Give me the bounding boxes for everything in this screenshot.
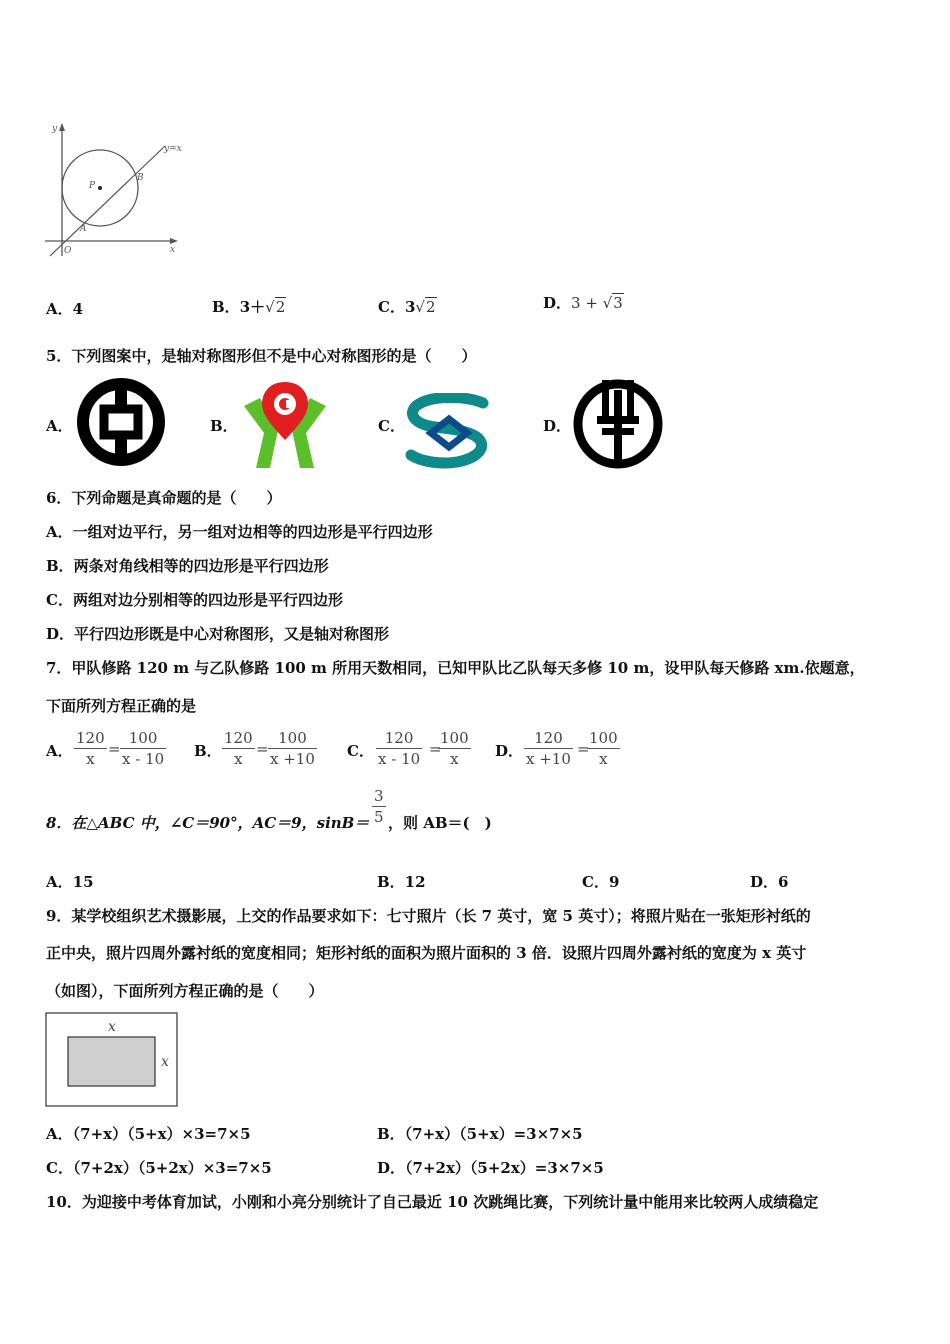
q7-d-left-fraction: 120 x +10 bbox=[526, 729, 571, 768]
q6-option-a[interactable]: A．一组对边平行，另一组对边相等的四边形是平行四边形 bbox=[46, 523, 433, 541]
q7-d-right-fraction: 100 x bbox=[589, 729, 618, 768]
q9-option-c[interactable]: C．（7+2x）（5+2x）×3=7×5 bbox=[46, 1159, 272, 1177]
q8-option-b[interactable]: B．12 bbox=[377, 873, 426, 891]
q7-a-left-fraction: 120 x bbox=[76, 729, 105, 768]
q7-option-b-label[interactable]: B． bbox=[194, 742, 222, 760]
q7-option-d-label[interactable]: D． bbox=[495, 742, 524, 760]
q7-option-a-label[interactable]: A． bbox=[46, 742, 73, 760]
q7-option-c-label[interactable]: C． bbox=[347, 742, 374, 760]
q9-figure-top-x: x bbox=[108, 1019, 116, 1035]
q4-a-label: A bbox=[80, 224, 87, 234]
q9-stem-line3: （如图），下面所列方程正确的是（ ） bbox=[46, 982, 324, 1000]
q6-option-c[interactable]: C．两组对边分别相等的四边形是平行四边形 bbox=[46, 591, 343, 609]
q8-sinb-fraction: 3 5 bbox=[374, 787, 384, 826]
q6-stem: 6．下列命题是真命题的是（ ） bbox=[46, 489, 282, 507]
q9-stem-line2: 正中央，照片四周外露衬纸的宽度相同；矩形衬纸的面积为照片面积的 3 倍．设照片四周外露衬纸的宽度为 x 英寸 bbox=[46, 944, 807, 962]
q9-photo-mat-figure bbox=[45, 1012, 179, 1108]
q7-c-right-fraction: 100 x bbox=[440, 729, 469, 768]
q4-option-c[interactable]: C．3√2 bbox=[378, 298, 436, 316]
q9-figure-right-x: x bbox=[161, 1054, 169, 1070]
q8-option-c[interactable]: C．9 bbox=[582, 873, 620, 891]
q9-stem-line1: 9．某学校组织艺术摄影展，上交的作品要求如下：七寸照片（长 7 英寸，宽 5 英寸）；将照片贴在一张矩形衬纸的 bbox=[46, 907, 811, 925]
equals-sign: = bbox=[256, 740, 269, 758]
equals-sign: = bbox=[429, 740, 442, 758]
q7-stem-line1: 7．甲队修路 120 m 与乙队修路 100 m 所用天数相同，已知甲队比乙队每天多修 10 m，设甲队每天修路 xm.依题意， bbox=[46, 659, 865, 677]
q5-stem: 5．下列图案中，是轴对称图形但不是中心对称图形的是（ ） bbox=[46, 347, 477, 365]
q6-option-d[interactable]: D．平行四边形既是中心对称图形，又是轴对称图形 bbox=[46, 625, 390, 643]
agricultural-bank-logo[interactable] bbox=[571, 376, 665, 470]
q7-b-left-fraction: 120 x bbox=[224, 729, 253, 768]
q4-line-label: y=x bbox=[164, 144, 182, 154]
q7-stem-line2: 下面所列方程正确的是 bbox=[46, 697, 197, 715]
q4-p-label: P bbox=[89, 181, 96, 191]
q5-option-a-label[interactable]: A． bbox=[46, 417, 73, 435]
q7-b-right-fraction: 100 x +10 bbox=[270, 729, 315, 768]
q6-option-b[interactable]: B．两条对角线相等的四边形是平行四边形 bbox=[46, 557, 329, 575]
q5-option-b-label[interactable]: B． bbox=[210, 417, 238, 435]
q4-option-d[interactable]: D．3 + √3 bbox=[543, 294, 623, 312]
q9-option-d[interactable]: D．（7+2x）（5+2x）=3×7×5 bbox=[377, 1159, 604, 1177]
q8-stem-part2: ，则 AB＝( ) bbox=[388, 814, 492, 832]
q4-o-label: O bbox=[64, 246, 72, 256]
q5-option-d-label[interactable]: D． bbox=[543, 417, 572, 435]
sqrt-symbol: √2 bbox=[265, 298, 286, 316]
rural-credit-cooperative-logo[interactable] bbox=[242, 378, 328, 468]
sqrt-symbol: √2 bbox=[415, 298, 436, 316]
q7-c-left-fraction: 120 x - 10 bbox=[378, 729, 421, 768]
q4-y-label: y bbox=[52, 124, 58, 134]
q4-b-label: B bbox=[137, 173, 144, 183]
q5-option-c-label[interactable]: C． bbox=[378, 417, 405, 435]
q7-a-right-fraction: 100 x - 10 bbox=[122, 729, 165, 768]
q4-x-label: x bbox=[170, 245, 176, 255]
q8-option-d[interactable]: D．6 bbox=[750, 873, 789, 891]
q9-option-b[interactable]: B．（7+x）（5+x）=3×7×5 bbox=[377, 1125, 583, 1143]
equals-sign: = bbox=[108, 740, 121, 758]
bank-of-china-logo[interactable] bbox=[75, 376, 167, 468]
equals-sign: = bbox=[577, 740, 590, 758]
q4-circle-graph bbox=[40, 118, 190, 263]
q8-option-a[interactable]: A．15 bbox=[46, 873, 94, 891]
q4-option-a[interactable]: A．4 bbox=[46, 300, 84, 318]
q9-option-a[interactable]: A．（7+x）（5+x）×3=7×5 bbox=[46, 1125, 251, 1143]
q4-option-b[interactable]: B．3＋√2 bbox=[212, 298, 286, 316]
sqrt-symbol: √3 bbox=[602, 294, 623, 312]
q10-stem: 10．为迎接中考体育加试，小刚和小亮分别统计了自己最近 10 次跳绳比赛，下列统计量中能用来比较两人成绩稳定 bbox=[46, 1193, 819, 1211]
shanghai-pudong-bank-logo[interactable] bbox=[405, 393, 495, 469]
q8-stem-part1: 8．在△ABC 中，∠C＝90°，AC＝9，sinB＝ bbox=[46, 814, 370, 832]
